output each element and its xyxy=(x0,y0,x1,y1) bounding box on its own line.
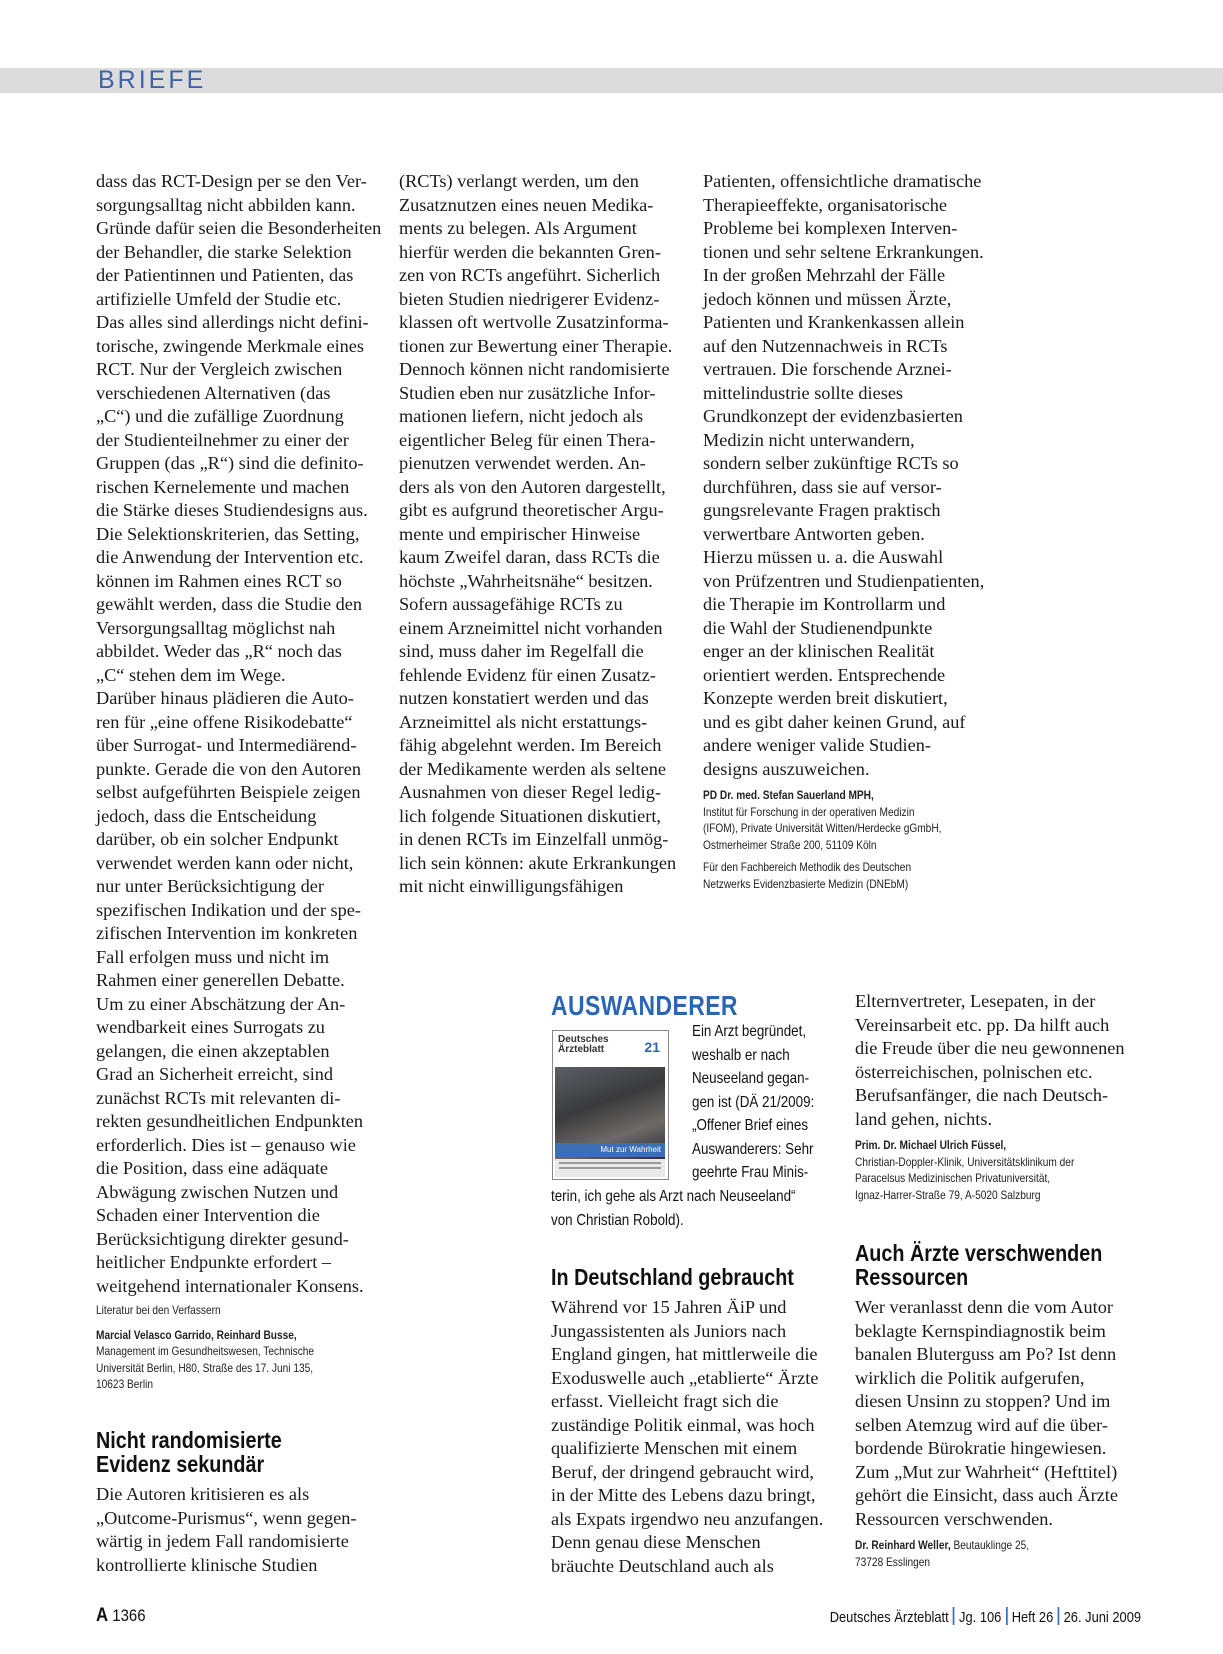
text-line: gelangen, die einen akzeptablen xyxy=(96,1040,330,1061)
text-line: Management im Gesundheitswesen, Technische xyxy=(96,1344,315,1358)
text-line: diesen Unsinn zu stoppen? Und im xyxy=(855,1391,1111,1411)
text-line: Probleme bei komplexen Interven- xyxy=(703,218,958,238)
text-line: Patienten und Krankenkassen allein xyxy=(703,312,965,332)
text-line: Ausnahmen von dieser Regel ledig- xyxy=(399,782,661,802)
text-line: „Outcome-Purismus“, wenn gegen- xyxy=(96,1507,357,1528)
section-title: BRIEFE xyxy=(98,66,207,94)
text-line: 10623 Berlin xyxy=(96,1377,153,1391)
text-line: Schaden einer Intervention die xyxy=(96,1205,320,1225)
text-line: artifizielle Umfeld der Studie etc. xyxy=(96,288,342,309)
text-line: Grundkonzept der evidenzbasierten xyxy=(703,406,963,426)
text-line: Jungassistenten als Juniors nach xyxy=(551,1320,787,1341)
text-line: sorgungsalltag nicht abbilden kann. xyxy=(96,194,356,215)
text-line: weitgehend internationaler Konsens. xyxy=(96,1275,364,1296)
text-line: können im Rahmen eines RCT so xyxy=(96,570,342,591)
text-line: Ein Arzt begründet, xyxy=(692,1023,807,1040)
heading-line: Nicht randomisierte xyxy=(96,1427,282,1453)
teaser-text xyxy=(692,1020,814,1185)
column-2 xyxy=(399,170,676,899)
text-line: Während vor 15 Jahren ÄiP und xyxy=(551,1297,787,1317)
text-line: Ignaz-Harrer-Straße 79, A-5020 Salzburg xyxy=(855,1187,1041,1202)
text-line: die Position, dass eine adäquate xyxy=(96,1158,329,1178)
text-line: mationen liefern, nicht jedoch als xyxy=(399,406,644,426)
text-line: durchführen, dass sie auf versor- xyxy=(703,476,942,497)
text-line: als Expats irgendwo neu anzufangen. xyxy=(551,1508,824,1529)
text-line: (RCTs) verlangt werden, um den xyxy=(399,171,639,191)
text-line: die Anwendung der Intervention etc. xyxy=(96,547,364,567)
text-line: Ostmerheimer Straße 200, 51109 Köln xyxy=(703,837,877,852)
cover-issue-number: 21 xyxy=(644,1039,660,1055)
text-line: und es gibt daher keinen Grund, auf xyxy=(703,711,966,732)
text-line: Die Autoren kritisieren es als xyxy=(96,1484,310,1504)
author-affiliation xyxy=(96,1343,381,1393)
text-line: gehört die Einsicht, dass auch Ärzte xyxy=(855,1485,1118,1505)
text-line: weshalb er nach xyxy=(692,1046,790,1064)
text-line: die Freude über die neu gewonnenen xyxy=(855,1038,1125,1058)
text-line: verwendet werden kann oder nicht, xyxy=(96,852,354,873)
text-line: Elternvertreter, Lesepaten, in der xyxy=(855,991,1096,1011)
text-line: ders als von den Autoren dargestellt, xyxy=(399,476,666,497)
magazine-cover-image xyxy=(552,1030,669,1180)
author-note xyxy=(703,859,984,892)
text-line: Sofern aussagefähige RCTs zu xyxy=(399,594,623,614)
page-number: A 1366 xyxy=(96,1605,146,1626)
text-line: Denn genau diese Menschen xyxy=(551,1532,761,1552)
text-line: jedoch können und müssen Ärzte, xyxy=(703,288,952,309)
text-line: wendbarkeit eines Surrogats zu xyxy=(96,1017,325,1037)
text-line: gibt es aufgrund theoretischer Argu- xyxy=(399,500,664,520)
teaser-text-continued xyxy=(551,1185,796,1232)
text-line: Für den Fachbereich Methodik des Deutschen xyxy=(703,860,912,874)
text-line: banalen Bluterguss am Po? Ist denn xyxy=(855,1344,1117,1364)
text-line: terin, ich gehe als Arzt nach Neuseeland“ xyxy=(551,1188,796,1205)
text-line: jedoch, dass die Entscheidung xyxy=(96,805,317,826)
text-line: „C“ stehen dem im Wege. xyxy=(96,664,286,685)
text-line: bräuchte Deutschland auch als xyxy=(551,1555,774,1576)
text-line: RCT. Nur der Vergleich zwischen xyxy=(96,359,343,379)
text-line: land gehen, nichts. xyxy=(855,1108,993,1129)
text-line: Ressourcen verschwenden. xyxy=(855,1508,1053,1529)
text-line: verwertbare Antworten geben. xyxy=(703,523,925,544)
text-line: designs auszuweichen. xyxy=(703,758,870,779)
column-4 xyxy=(855,990,1125,1203)
journal-footer xyxy=(830,1607,1141,1626)
text-line: pienutzen verwendet werden. An- xyxy=(399,453,646,473)
text-line: spezifischen Indikation und der spe- xyxy=(96,899,361,920)
text-line: die Wahl der Studienendpunkte xyxy=(703,617,933,638)
text-line: hierfür werden die bekannten Gren- xyxy=(399,241,661,262)
text-line: wirklich die Politik aufgerufen, xyxy=(855,1367,1085,1388)
text-line: über Surrogat- und Intermediärend- xyxy=(96,735,357,755)
issue-date: 26. Juni 2009 xyxy=(1063,1609,1141,1626)
text-line: nutzen konstatiert werden und das xyxy=(399,688,649,708)
text-line: ments zu belegen. Als Argument xyxy=(399,218,637,238)
column-1-continued xyxy=(96,1483,356,1577)
issue: Heft 26 xyxy=(1011,1609,1054,1626)
column-1 xyxy=(96,170,381,1393)
text-line: darüber, ob ein solcher Endpunkt xyxy=(96,829,339,849)
text-line: in denen RCTs im Einzelfall unmög- xyxy=(399,829,669,849)
text-line: Exoduswelle auch „etablierte“ Ärzte xyxy=(551,1367,819,1388)
text-line: zen von RCTs angeführt. Sicherlich xyxy=(399,265,661,285)
text-line: Institut für Forschung in der operativen Medizin xyxy=(703,804,915,819)
text-line: England gingen, hat mittlerweile die xyxy=(551,1344,818,1364)
text-line: beklagte Kernspindiagnostik beim xyxy=(855,1320,1106,1341)
text-line: ren für „eine offene Risikodebatte“ xyxy=(96,711,353,732)
text-line: Konzepte werden breit diskutiert, xyxy=(703,688,948,708)
text-line: in der Mitte des Lebens dazu bringt, xyxy=(551,1485,816,1505)
text-line: Berufsanfänger, die nach Deutsch- xyxy=(855,1085,1109,1105)
text-line: rekten gesundheitlichen Endpunkten xyxy=(96,1111,364,1131)
text-line: tionen zur Bewertung einer Therapie. xyxy=(399,335,673,356)
text-line: mente und empirischer Hinweise xyxy=(399,523,641,544)
column-3 xyxy=(703,170,984,892)
text-line: lich sein können: akute Erkrankungen xyxy=(399,852,677,873)
text-line: (IFOM), Private Universität Witten/Herdecke gGmbH, xyxy=(703,821,942,835)
heading-line: Ressourcen xyxy=(855,1264,969,1290)
text-line: einem Arzneimittel nicht vorhanden xyxy=(399,617,663,638)
text-line: zifischen Intervention im konkreten xyxy=(96,923,358,943)
text-line: Um zu einer Abschätzung der An- xyxy=(96,993,346,1014)
text-line: sondern selber zukünftige RCTs so xyxy=(703,453,959,473)
text-line: Zum „Mut zur Wahrheit“ (Hefttitel) xyxy=(855,1461,1118,1482)
text-line: Berücksichtigung direkter gesund- xyxy=(96,1228,349,1249)
text-line: orientiert werden. Entsprechende xyxy=(703,664,946,685)
text-line: „C“) und die zufällige Zuordnung xyxy=(96,406,344,426)
text-line: der Patientinnen und Patienten, das xyxy=(96,265,354,285)
text-line: zunächst RCTs mit relevanten di- xyxy=(96,1087,341,1108)
text-line: Zusatznutzen eines neuen Medika- xyxy=(399,194,654,215)
text-line: zuständige Politik einmal, was hoch xyxy=(551,1414,815,1435)
text-line: tionen und sehr seltene Erkrankungen. xyxy=(703,241,984,262)
text-line: In der großen Mehrzahl der Fälle xyxy=(703,265,946,285)
text-line: abbildet. Weder das „R“ noch das xyxy=(96,641,342,661)
text-line: mittelindustrie sollte dieses xyxy=(703,382,904,403)
text-line: Rahmen einer generellen Debatte. xyxy=(96,970,345,990)
text-line: gen ist (DÄ 21/2009: xyxy=(692,1093,815,1111)
column-3-body xyxy=(703,170,984,781)
text-line: der Studienteilnehmer zu einer der xyxy=(96,429,349,450)
text-line: Studien eben nur zusätzliche Infor- xyxy=(399,382,656,403)
text-line: kontrollierte klinische Studien xyxy=(96,1554,318,1575)
letter-body xyxy=(551,1296,823,1578)
text-line: Christian-Doppler-Klinik, Universitätsklinikum der xyxy=(855,1154,1075,1169)
text-line: von Christian Robold). xyxy=(551,1211,684,1229)
text-line: qualifizierte Menschen mit einem xyxy=(551,1438,798,1458)
text-line: kaum Zweifel daran, dass RCTs die xyxy=(399,547,660,567)
text-line: dass das RCT-Design per se den Ver- xyxy=(96,171,367,191)
heading-line: Auch Ärzte verschwenden xyxy=(855,1240,1103,1266)
author-name: Marcial Velasco Garrido, Reinhard Busse, xyxy=(96,1327,297,1342)
text-line: Arzneimittel als nicht erstattungs- xyxy=(399,711,648,732)
text-line: fehlende Evidenz für einen Zusatz- xyxy=(399,664,656,685)
text-line: Wer veranlasst denn die vom Autor xyxy=(855,1297,1113,1317)
text-line: Fall erfolgen muss und nicht im xyxy=(96,946,330,967)
letter-body xyxy=(855,1296,1118,1531)
text-line: die Therapie im Kontrollarm und xyxy=(703,594,946,614)
text-line: selbst aufgeführten Beispiele zeigen xyxy=(96,782,361,802)
text-line: Beruf, der dringend gebraucht wird, xyxy=(551,1461,814,1482)
text-line: Vereinsarbeit etc. pp. Da hilft auch xyxy=(855,1014,1110,1035)
text-line: Therapieeffekte, organisatorische xyxy=(703,194,947,215)
text-line: geehrte Frau Minis- xyxy=(692,1164,809,1181)
text-line: enger an der klinischen Realität xyxy=(703,641,935,661)
text-line: Dennoch können nicht randomisierte xyxy=(399,359,670,379)
text-line: gungsrelevante Fragen praktisch xyxy=(703,500,941,520)
letter-heading: In Deutschland gebraucht xyxy=(551,1264,794,1290)
text-line: Medizin nicht unterwandern, xyxy=(703,429,915,450)
text-line: erfasst. Vielleicht fragt sich die xyxy=(551,1391,779,1411)
column-4-body xyxy=(855,990,1125,1131)
text-line: Darüber hinaus plädieren die Auto- xyxy=(96,688,354,708)
author-address: 73728 Esslingen xyxy=(855,1554,931,1569)
text-line: bieten Studien niedrigerer Evidenz- xyxy=(399,288,660,309)
text-line: andere weniger valide Studien- xyxy=(703,735,931,755)
heading-line: Evidenz sekundär xyxy=(96,1451,265,1477)
column-1-body xyxy=(96,170,381,1298)
text-line: „Offener Brief eines xyxy=(692,1117,809,1134)
text-line: torische, zwingende Merkmale eines xyxy=(96,335,365,356)
text-line: bordende Bürokratie hingewiesen. xyxy=(855,1438,1107,1458)
text-line: selben Atemzug wird auf die über- xyxy=(855,1414,1108,1435)
text-line: klassen oft wertvolle Zusatzinforma- xyxy=(399,312,669,332)
journal-name: Deutsches Ärzteblatt xyxy=(829,1609,949,1626)
text-line: der Behandler, die starke Selektion xyxy=(96,241,352,262)
text-line: heitlicher Endpunkte erfordert – xyxy=(96,1252,332,1272)
text-line: nur unter Berücksichtigung der xyxy=(96,876,324,896)
text-line: Neuseeland gegan- xyxy=(692,1070,810,1087)
text-line: Das alles sind allerdings nicht defini- xyxy=(96,312,369,332)
text-line: rischen Kernelemente und machen xyxy=(96,476,350,497)
volume: Jg. 106 xyxy=(958,1609,1002,1626)
author-line: Dr. Reinhard Weller, Beutauklinge 25, xyxy=(855,1538,1030,1552)
text-line: von Prüfzentren und Studienpatienten, xyxy=(703,570,985,591)
author-affiliation xyxy=(703,804,984,854)
text-line: gewählt werden, dass die Studie den xyxy=(96,594,363,614)
text-line: erforderlich. Dies ist – genauso wie xyxy=(96,1134,356,1155)
text-line: die Stärke dieses Studiendesigns aus. xyxy=(96,500,368,520)
text-line: punkte. Gerade die von den Autoren xyxy=(96,758,361,779)
cover-title-band: Mut zur Wahrheit xyxy=(555,1143,665,1157)
text-line: Paracelsus Medizinischen Privatuniversität, xyxy=(855,1171,1051,1185)
section-kicker: AUSWANDERER xyxy=(551,990,738,1021)
text-line: lich folgende Situationen diskutiert, xyxy=(399,805,661,826)
literature-note: Literatur bei den Verfassern xyxy=(96,1303,221,1317)
cover-logo: Deutsches Ärzteblatt xyxy=(558,1034,609,1055)
letter-2 xyxy=(855,1296,1118,1570)
text-line: Gründe dafür seien die Besonderheiten xyxy=(96,218,382,238)
author-affiliation xyxy=(855,1154,1125,1204)
text-line: höchste „Wahrheitsnähe“ besitzen. xyxy=(399,570,653,591)
author-name: Dr. Reinhard Weller, xyxy=(855,1538,951,1552)
text-line: mit nicht einwilligungsfähigen xyxy=(399,876,624,896)
text-line: Grad an Sicherheit erreicht, sind xyxy=(96,1064,334,1084)
text-line: Versorgungsalltag möglichst nah xyxy=(96,617,336,638)
letter-heading xyxy=(96,1428,282,1476)
author-name: PD Dr. med. Stefan Sauerland MPH, xyxy=(703,788,874,802)
text-line: fähig abgelehnt werden. Im Bereich xyxy=(399,735,662,755)
text-line: Gruppen (das „R“) sind die definito- xyxy=(96,453,364,473)
author-name: Prim. Dr. Michael Ulrich Füssel, xyxy=(855,1138,1007,1152)
text-line: auf den Nutzennachweis in RCTs xyxy=(703,335,948,356)
text-line: Abwägung zwischen Nutzen und xyxy=(96,1181,339,1202)
text-line: Patienten, offensichtliche dramatische xyxy=(703,171,982,191)
text-line: verschiedenen Alternativen (das xyxy=(96,382,331,403)
text-line: Auswanderers: Sehr xyxy=(692,1140,814,1158)
text-line: der Medikamente werden als seltene xyxy=(399,758,666,779)
text-line: Netzwerks Evidenzbasierte Medizin (DNEbM) xyxy=(703,876,909,891)
text-line: sind, muss daher im Regelfall die xyxy=(399,641,644,661)
text-line: Die Selektionskriterien, das Setting, xyxy=(96,523,360,544)
text-line: Hierzu müssen u. a. die Auswahl xyxy=(703,547,944,567)
text-line: Universität Berlin, H80, Straße des 17. Juni 135, xyxy=(96,1360,314,1375)
text-line: österreichischen, polnischen etc. xyxy=(855,1061,1093,1082)
text-line: wärtig in jedem Fall randomisierte xyxy=(96,1531,349,1551)
text-line: eigentlicher Beleg für einen Thera- xyxy=(399,429,656,450)
text-line: vertrauen. Die forschende Arznei- xyxy=(703,359,952,379)
letter-heading xyxy=(855,1241,1102,1289)
